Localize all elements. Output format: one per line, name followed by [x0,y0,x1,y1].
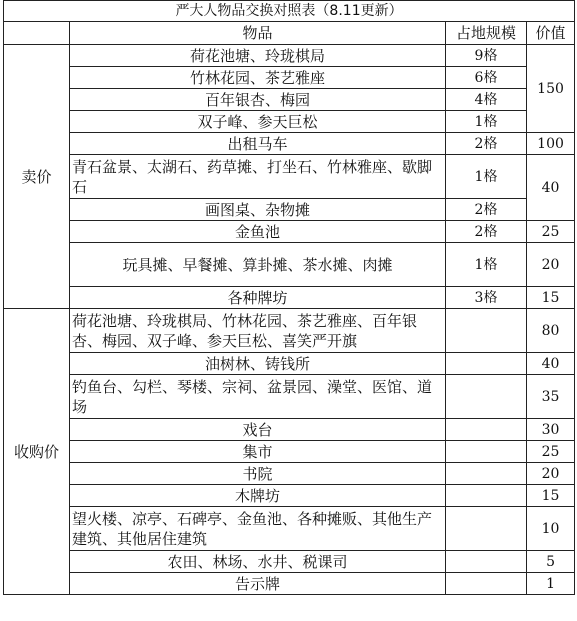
header-size: 占地规模 [446,22,527,45]
size-cell: 2格 [446,199,527,221]
size-cell [446,573,527,595]
size-cell [446,507,527,551]
header-item: 物品 [70,22,446,45]
header-price: 价值 [527,22,575,45]
table-row [4,243,575,287]
table-row [4,111,575,133]
table-row [4,45,575,67]
price-cell: 20 [527,463,575,485]
size-cell: 1格 [446,243,527,287]
price-cell: 35 [527,375,575,419]
table-row [4,133,575,155]
table-row [4,221,575,243]
item-cell: 油树林、铸钱所 [70,353,446,375]
item-cell: 各种牌坊 [70,287,446,309]
price-cell: 20 [527,243,575,287]
price-cell: 1 [527,573,575,595]
item-cell: 荷花池塘、玲珑棋局、竹林花园、茶艺雅座、百年银杏、梅园、双子峰、参天巨松、喜笑严开旗 [70,309,446,353]
table-row [4,287,575,309]
price-cell: 80 [527,309,575,353]
size-cell: 4格 [446,89,527,111]
size-cell [446,551,527,573]
size-cell [446,485,527,507]
price-cell: 40 [527,155,575,221]
item-cell: 画图桌、杂物摊 [70,199,446,221]
price-cell: 30 [527,419,575,441]
table-row [4,67,575,89]
item-cell: 玩具摊、早餐摊、算卦摊、茶水摊、肉摊 [70,243,446,287]
price-cell: 5 [527,551,575,573]
price-cell: 15 [527,485,575,507]
item-cell: 农田、林场、水井、税课司 [70,551,446,573]
table-row [4,551,575,573]
item-cell: 金鱼池 [70,221,446,243]
item-cell: 集市 [70,441,446,463]
exchange-table [3,0,575,595]
section-label-sell: 卖价 [4,45,70,309]
size-cell [446,309,527,353]
size-cell [446,375,527,419]
size-cell: 2格 [446,221,527,243]
price-cell: 15 [527,287,575,309]
table-row [4,463,575,485]
item-cell: 出租马车 [70,133,446,155]
price-cell: 10 [527,507,575,551]
table-row [4,309,575,353]
price-cell: 100 [527,133,575,155]
item-cell: 戏台 [70,419,446,441]
size-cell: 2格 [446,133,527,155]
table-row [4,353,575,375]
header-empty [4,22,70,45]
price-cell: 25 [527,441,575,463]
price-cell: 40 [527,353,575,375]
item-cell: 钓鱼台、勾栏、琴楼、宗祠、盆景园、澡堂、医馆、道场 [70,375,446,419]
table-row [4,199,575,221]
table-row [4,419,575,441]
item-cell: 望火楼、凉亭、石碑亭、金鱼池、各种摊贩、其他生产建筑、其他居住建筑 [70,507,446,551]
item-cell: 告示牌 [70,573,446,595]
price-cell: 25 [527,221,575,243]
table-row [4,155,575,199]
size-cell: 6格 [446,67,527,89]
size-cell [446,353,527,375]
size-cell [446,441,527,463]
size-cell: 1格 [446,155,527,199]
item-cell: 荷花池塘、玲珑棋局 [70,45,446,67]
size-cell: 1格 [446,111,527,133]
price-cell: 150 [527,45,575,133]
table-row [4,89,575,111]
table-row [4,507,575,551]
item-cell: 百年银杏、梅园 [70,89,446,111]
table-row [4,441,575,463]
size-cell [446,419,527,441]
item-cell: 木牌坊 [70,485,446,507]
item-cell: 书院 [70,463,446,485]
item-cell: 青石盆景、太湖石、药草摊、打坐石、竹林雅座、歇脚石 [70,155,446,199]
table-title: 严大人物品交换对照表（8.11更新） [4,1,575,22]
table-row [4,375,575,419]
size-cell [446,463,527,485]
item-cell: 双子峰、参天巨松 [70,111,446,133]
size-cell: 3格 [446,287,527,309]
table-row [4,485,575,507]
table-row [4,573,575,595]
item-cell: 竹林花园、茶艺雅座 [70,67,446,89]
section-label-buy: 收购价 [4,309,70,595]
size-cell: 9格 [446,45,527,67]
